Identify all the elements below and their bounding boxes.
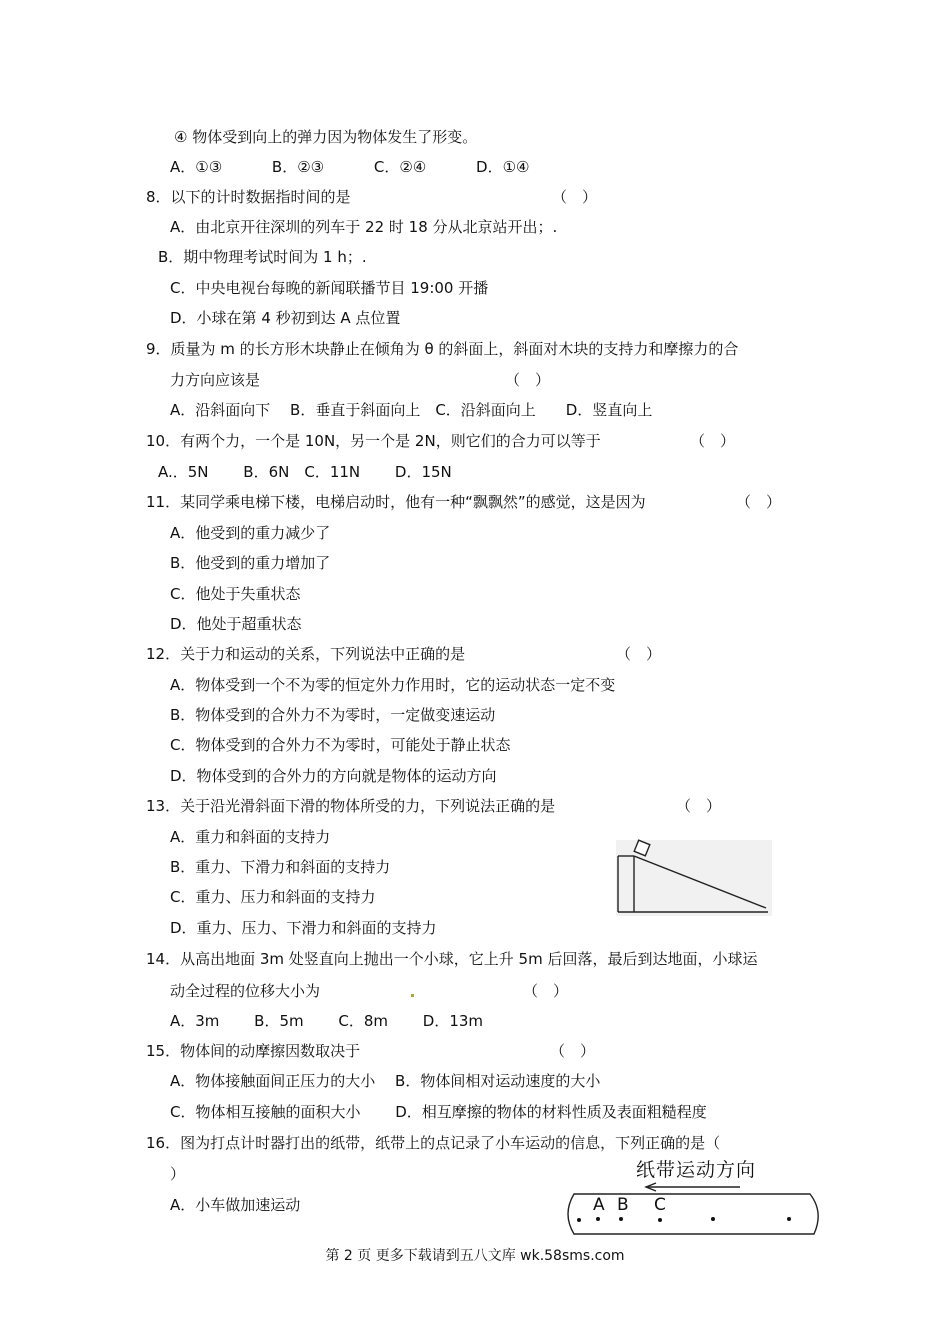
question-9: 9．质量为 m 的长方形木块静止在倾角为 θ 的斜面上，斜面对木块的支持力和摩擦力的合 [146,340,739,358]
text-line: A．重力和斜面的支持力 [170,828,331,846]
tape-label-b: B [617,1195,629,1215]
text-line: A．他受到的重力减少了 [170,524,331,542]
text-line: B．重力、下滑力和斜面的支持力 [170,858,391,876]
question-11: 11．某同学乘电梯下楼，电梯启动时，他有一种“飘飘然”的感觉，这是因为 [146,493,646,511]
answer-parentheses: （ ） [505,371,551,389]
tape-dot [658,1218,662,1222]
text-line: A．物体接触面间正压力的大小 B．物体间相对运动速度的大小 [170,1072,601,1090]
text-line: D．小球在第 4 秒初到达 A 点位置 [170,309,401,327]
text-line: A.．5N B．6N C．11N D．15N [158,463,452,481]
question-16: 16．图为打点计时器打出的纸带，纸带上的点记录了小车运动的信息，下列正确的是（ [146,1134,721,1152]
page-footer: 第 2 页 更多下载请到五八文库 wk.58sms.com [325,1248,625,1264]
text-line: A．①③ B．②③ C．②④ D．①④ [170,158,530,176]
text-line: C．重力、压力和斜面的支持力 [170,888,376,906]
text-line: B．他受到的重力增加了 [170,554,331,572]
question-12: 12．关于力和运动的关系，下列说法中正确的是 [146,645,466,663]
text-line: A．3m B．5m C．8m D．13m [170,1012,484,1030]
question-14: 14．从高出地面 3m 处竖直向上抛出一个小球，它上升 5m 后回落，最后到达地面，小球运 [146,950,758,968]
answer-parentheses: （ ） [690,432,736,450]
tape-dot [787,1217,791,1221]
question-15: 15．物体间的动摩擦因数取决于 [146,1042,361,1060]
text-line: D．他处于超重状态 [170,615,302,633]
text-line: C．物体相互接触的面积大小 D．相互摩擦的物体的材料性质及表面粗糙程度 [170,1103,707,1121]
text-line: C．物体受到的合外力不为零时，可能处于静止状态 [170,736,511,754]
question-10: 10．有两个力，一个是 10N，另一个是 2N，则它们的合力可以等于 [146,432,601,450]
text-line: C．他处于失重状态 [170,585,301,603]
question-8: 8．以下的计时数据指时间的是 [146,188,351,206]
text-line: A．沿斜面向下 B．垂直于斜面向上 C．沿斜面向上 D．竖直向上 [170,401,653,419]
text-line: A．小车做加速运动 [170,1196,301,1214]
answer-parentheses: （ ） [676,797,722,815]
text-line: B．物体受到的合外力不为零时，一定做变速运动 [170,706,496,724]
tape-dot [577,1218,581,1222]
text-line: 动全过程的位移大小为 [170,982,321,1000]
tape-outline [568,1194,818,1234]
answer-parentheses: （ ） [552,188,598,206]
text-line: A．由北京开往深圳的列车于 22 时 18 分从北京站开出；. [170,218,558,236]
stray-dot [411,994,414,997]
tape-label-a: A [593,1195,605,1215]
tape-dot [596,1217,600,1221]
text-line: ④ 物体受到向上的弹力因为物体发生了形变。 [174,128,478,146]
text-line: 力方向应该是 [170,371,261,389]
answer-parentheses: （ ） [736,493,782,511]
text-line: B．期中物理考试时间为 1 h；. [158,248,367,266]
answer-parentheses: （ ） [550,1042,596,1060]
answer-parentheses: （ ） [616,645,662,663]
question-13: 13．关于沿光滑斜面下滑的物体所受的力，下列说法正确的是 [146,797,556,815]
incline-figure [616,840,772,916]
text-line: ） [170,1165,186,1183]
text-line: A．物体受到一个不为零的恒定外力作用时，它的运动状态一定不变 [170,676,616,694]
tape-label-c: C [654,1195,666,1215]
tape-dot [619,1217,623,1221]
tape-direction-title: 纸带运动方向 [636,1159,757,1181]
tape-dot [711,1217,715,1221]
text-line: D．重力、压力、下滑力和斜面的支持力 [170,919,437,937]
answer-parentheses: （ ） [523,982,569,1000]
text-line: D．物体受到的合外力的方向就是物体的运动方向 [170,767,497,785]
text-line: C．中央电视台每晚的新闻联播节目 19:00 开播 [170,279,489,297]
